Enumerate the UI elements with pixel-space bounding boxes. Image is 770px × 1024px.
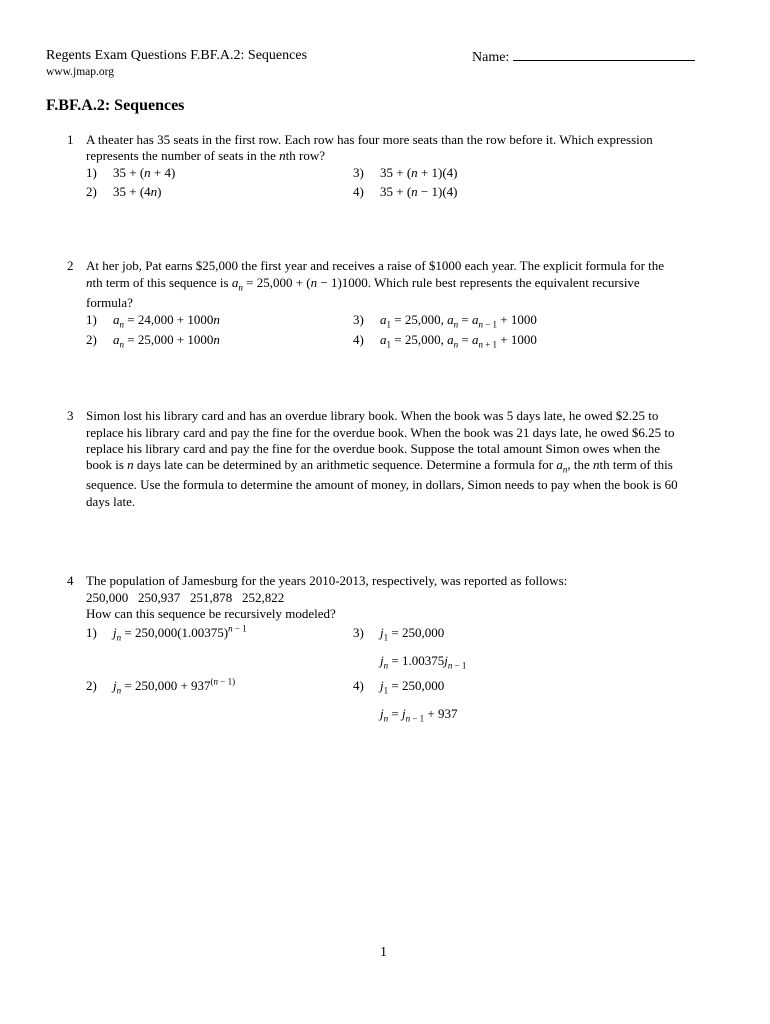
question-3-text-line-1: Simon lost his library card and has an overdue library book. When the book was 5 days late, he owed $2.25 to bbox=[86, 408, 659, 423]
q4-option-1: 1) $j_n = 250,000(1.00375)^{n - 1}$ bbox=[86, 623, 247, 643]
q1-option-4: 4) 35 + (n − 1)(4) bbox=[353, 184, 458, 199]
section-title: F.BF.A.2: Sequences bbox=[46, 97, 185, 114]
header-title: Regents Exam Questions F.BF.A.2: Sequences bbox=[46, 48, 308, 63]
question-number: 3 bbox=[67, 408, 74, 423]
name-blank-line[interactable] bbox=[513, 48, 695, 61]
question-4-text-line-2: 250,000 250,937 251,878 252,822 bbox=[86, 590, 285, 605]
q4-option-3-line-2: $j_n = 1.00375j_{n - 1}$ bbox=[380, 653, 467, 671]
question-number: 4 bbox=[67, 573, 74, 588]
question-1 bbox=[67, 132, 74, 148]
q4-option-2: 2) $j_n = 250,000 + 937^{(n - 1)}$ bbox=[86, 676, 236, 696]
q2-option-4: 4) $a_1 = 25,000$, $a_n = a_{n + 1} + 1000$ bbox=[353, 332, 537, 350]
question-2-text-line-3: formula? bbox=[86, 295, 133, 310]
question-2-text-line-1: At her job, Pat earns $25,000 the first year and receives a raise of $1000 each year. The explicit formula for the bbox=[86, 258, 665, 273]
question-2 bbox=[67, 258, 74, 274]
question-4-text-line-3: How can this sequence be recursively modeled? bbox=[86, 606, 336, 621]
name-field[interactable] bbox=[472, 48, 695, 66]
question-3 bbox=[67, 408, 74, 424]
q4-option-3: 3) $j_1 = 250,000$ bbox=[353, 625, 445, 643]
question-3-text-line-5: sequence. Use the formula to determine the amount of money, in dollars, Simon needs to pay when the book is 60 bbox=[86, 477, 678, 492]
q1-option-1: 1) 35 + (n + 4) bbox=[86, 165, 176, 180]
question-3-text-line-4: book is n days late can be determined by an arithmetic sequence. Determine a formula for $a_n$, the nth term of this bbox=[86, 457, 673, 475]
q2-option-2: 2) $a_n = 25,000 + 1000n$ bbox=[86, 332, 220, 350]
q1-option-3: 3) 35 + (n + 1)(4) bbox=[353, 165, 458, 180]
question-4 bbox=[67, 573, 74, 589]
name-label: Name: bbox=[472, 50, 510, 65]
question-2-text-line-2: nth term of this sequence is $a_n = 25,000 + (n - 1)1000$. Which rule best represents the equivalent recursive bbox=[86, 275, 640, 293]
q2-option-3: 3) $a_1 = 25,000$, $a_n = a_{n - 1} + 1000$ bbox=[353, 312, 537, 330]
question-4-text-line-1: The population of Jamesburg for the years 2010-2013, respectively, was reported as follows: bbox=[86, 573, 568, 588]
source-url: www.jmap.org bbox=[46, 66, 115, 78]
question-1-text-line-2: represents the number of seats in the nth row? bbox=[86, 148, 325, 163]
question-3-text-line-6: days late. bbox=[86, 494, 136, 509]
question-1-text-line-1: A theater has 35 seats in the first row. Each row has four more seats than the row before it. Which expression bbox=[86, 132, 653, 147]
question-number: 1 bbox=[67, 132, 74, 147]
page-number: 1 bbox=[380, 945, 387, 960]
q2-option-1: 1) $a_n = 24,000 + 1000n$ bbox=[86, 312, 220, 330]
question-number: 2 bbox=[67, 258, 74, 273]
q4-option-4: 4) $j_1 = 250,000$ bbox=[353, 678, 445, 696]
q1-option-2: 2) 35 + (4n) bbox=[86, 184, 162, 199]
question-3-text-line-2: replace his library card and pay the fine for the overdue book. When the book was 21 days late, he owed $6.25 to bbox=[86, 425, 675, 440]
document-header-title bbox=[46, 48, 307, 64]
question-3-text-line-3: replace his library card and pay the fine for the overdue book. Suppose the total amount Simon owes when the bbox=[86, 441, 661, 456]
q4-option-4-line-2: $j_n = j_{n - 1} + 937$ bbox=[380, 706, 458, 724]
